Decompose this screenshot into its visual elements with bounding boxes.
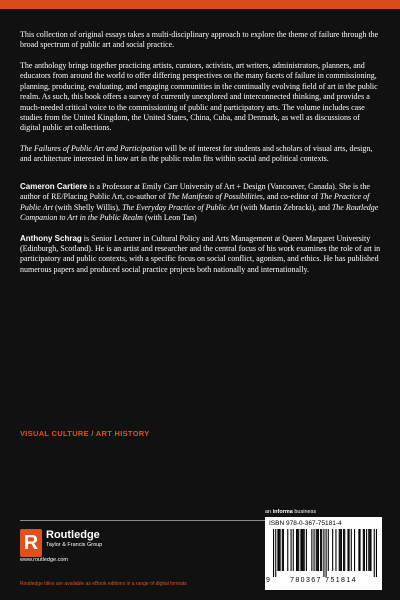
informa-name: informa <box>272 509 293 515</box>
author-bio-2 <box>20 234 382 276</box>
barcode-lead-digit: 9 <box>266 577 270 584</box>
barcode-bar <box>326 529 327 577</box>
barcode-bar <box>318 529 319 571</box>
barcode-bar <box>364 529 365 571</box>
barcode-bars <box>273 529 377 577</box>
barcode-bar <box>277 529 278 571</box>
barcode-bar <box>283 529 284 571</box>
barcode-bar <box>354 529 355 571</box>
author-bio-1-text-e: (with Leon Tan) <box>142 213 197 223</box>
informa-suffix: business <box>292 509 317 515</box>
barcode-bar <box>298 529 299 571</box>
barcode-bar <box>359 529 360 571</box>
barcode-bar <box>287 529 288 571</box>
barcode-bar <box>301 529 302 571</box>
top-accent-bar <box>0 0 400 9</box>
barcode-bar <box>344 529 345 571</box>
author-bio-1-text-d: (with Martin Zebracki), and <box>238 202 332 212</box>
barcode-bar <box>351 529 352 571</box>
author-book-3: The Everyday Practice of Public Art <box>122 202 239 212</box>
barcode-bar <box>323 529 324 577</box>
barcode-bar <box>349 529 350 571</box>
barcode-bar <box>320 529 321 571</box>
author-bio-1-text-c: (with Shelly Willis), <box>52 202 123 212</box>
author-bio-2-text: is Senior Lecturer in Cultural Policy and Arts Management at Queen Margaret University (Edinburgh, Scotland). He is an artist and researcher and the central focus of his work examines the role of art in participatory and public contexts, with a specific focus on social conflict, agonism, and ethics. He has published numerous papers and produced social practice projects both nationally and internationally. <box>20 233 381 274</box>
author-bio-1 <box>20 182 382 224</box>
informa-prefix: an <box>265 509 273 515</box>
barcode-bar <box>347 529 348 571</box>
barcode-bar <box>321 529 322 571</box>
author-book-2: The Practice of Public Art <box>20 192 370 212</box>
author-name-2: Anthony Schrag <box>20 233 82 243</box>
publisher-group: Taylor & Francis Group <box>46 542 103 548</box>
publisher-name: Routledge <box>46 529 100 541</box>
author-book-1: The Manifesto of Possibilities <box>167 192 263 202</box>
barcode-bar <box>311 529 312 571</box>
barcode-bar <box>282 529 283 571</box>
description-paragraph-3 <box>20 144 382 165</box>
barcode-bar <box>369 529 370 571</box>
barcode-bar <box>366 529 367 571</box>
barcode-bar <box>303 529 304 571</box>
barcode-bar <box>340 529 341 571</box>
barcode-bar <box>300 529 301 571</box>
barcode-bar <box>332 529 333 571</box>
barcode-bar <box>368 529 369 571</box>
barcode-bar <box>358 529 359 571</box>
barcode-bar <box>314 529 315 571</box>
barcode-bar <box>275 529 276 577</box>
routledge-logo-icon: R <box>20 529 42 557</box>
description-paragraph-1: This collection of original essays takes a multi-disciplinary approach to explore the theme of failure through the broad spectrum of public art and social practice. <box>20 30 379 50</box>
barcode-bar <box>316 529 317 571</box>
description-paragraph-2: The anthology brings together practicing artists, curators, activists, art writers, administrators, planners, and educators from around the world to offer differing perspectives on the many facets of failure in commissioning, planning, producing, evaluating, and engaging communities in the continually evolving field of art in the public realm. As such, this book offers a survey of currently unexplored and interconnected thinking, and provides a much-needed critical voice to the commissioning of public and participatory arts. The volume includes case studies from the United Kingdom, the United States, China, Cuba, and Denmark, as well as discussions of digital public art collections. <box>20 61 378 133</box>
ebook-note: Routledge titles are available as eBook editions in a range of digital formats <box>20 581 187 587</box>
subject-category: VISUAL CULTURE / ART HISTORY <box>20 429 150 438</box>
barcode-bar <box>297 529 298 571</box>
barcode-bar <box>317 529 318 571</box>
barcode-bar <box>370 529 371 571</box>
barcode-bar <box>376 529 377 577</box>
barcode-bar <box>341 529 342 571</box>
author-bio-1-text-b: , and co-editor of <box>262 192 320 202</box>
publisher-website[interactable]: www.routledge.com <box>20 557 68 563</box>
isbn-label: ISBN 978-0-367-75181-4 <box>269 520 342 527</box>
description-paragraph-3-text: will be of interest for students and scholars of visual arts, design, and architecture interested in how art in the public realm fits within social and political contexts. <box>20 144 373 164</box>
barcode-bar <box>304 529 305 571</box>
barcode-bar <box>343 529 344 571</box>
barcode-bar <box>296 529 297 571</box>
barcode-bar <box>291 529 292 571</box>
barcode-bar <box>328 529 329 571</box>
barcode-bar <box>339 529 340 571</box>
book-title: The Failures of Public Art and Participation <box>20 144 163 154</box>
barcode-bar <box>374 529 375 577</box>
barcode-bar <box>363 529 364 571</box>
barcode-bar <box>293 529 294 571</box>
barcode-bar <box>278 529 279 571</box>
barcode-bar <box>280 529 281 571</box>
author-book-4: The Routledge Companion to Art in the Public Realm <box>20 202 379 223</box>
barcode-bar <box>273 529 274 577</box>
author-bio-1-text-a: is a Professor at Emily Carr University of Art + Design (Vancouver, Canada). She is the author of RE/Placing Public Art, co-author of <box>20 181 370 202</box>
isbn-barcode <box>265 517 382 590</box>
barcode-digits: 780367 751814 <box>290 577 357 584</box>
barcode-bar <box>306 529 307 571</box>
author-name-1: Cameron Cartiere <box>20 181 88 191</box>
barcode-bar <box>335 529 336 571</box>
informa-business-line <box>265 509 316 515</box>
back-cover-text <box>20 30 382 285</box>
